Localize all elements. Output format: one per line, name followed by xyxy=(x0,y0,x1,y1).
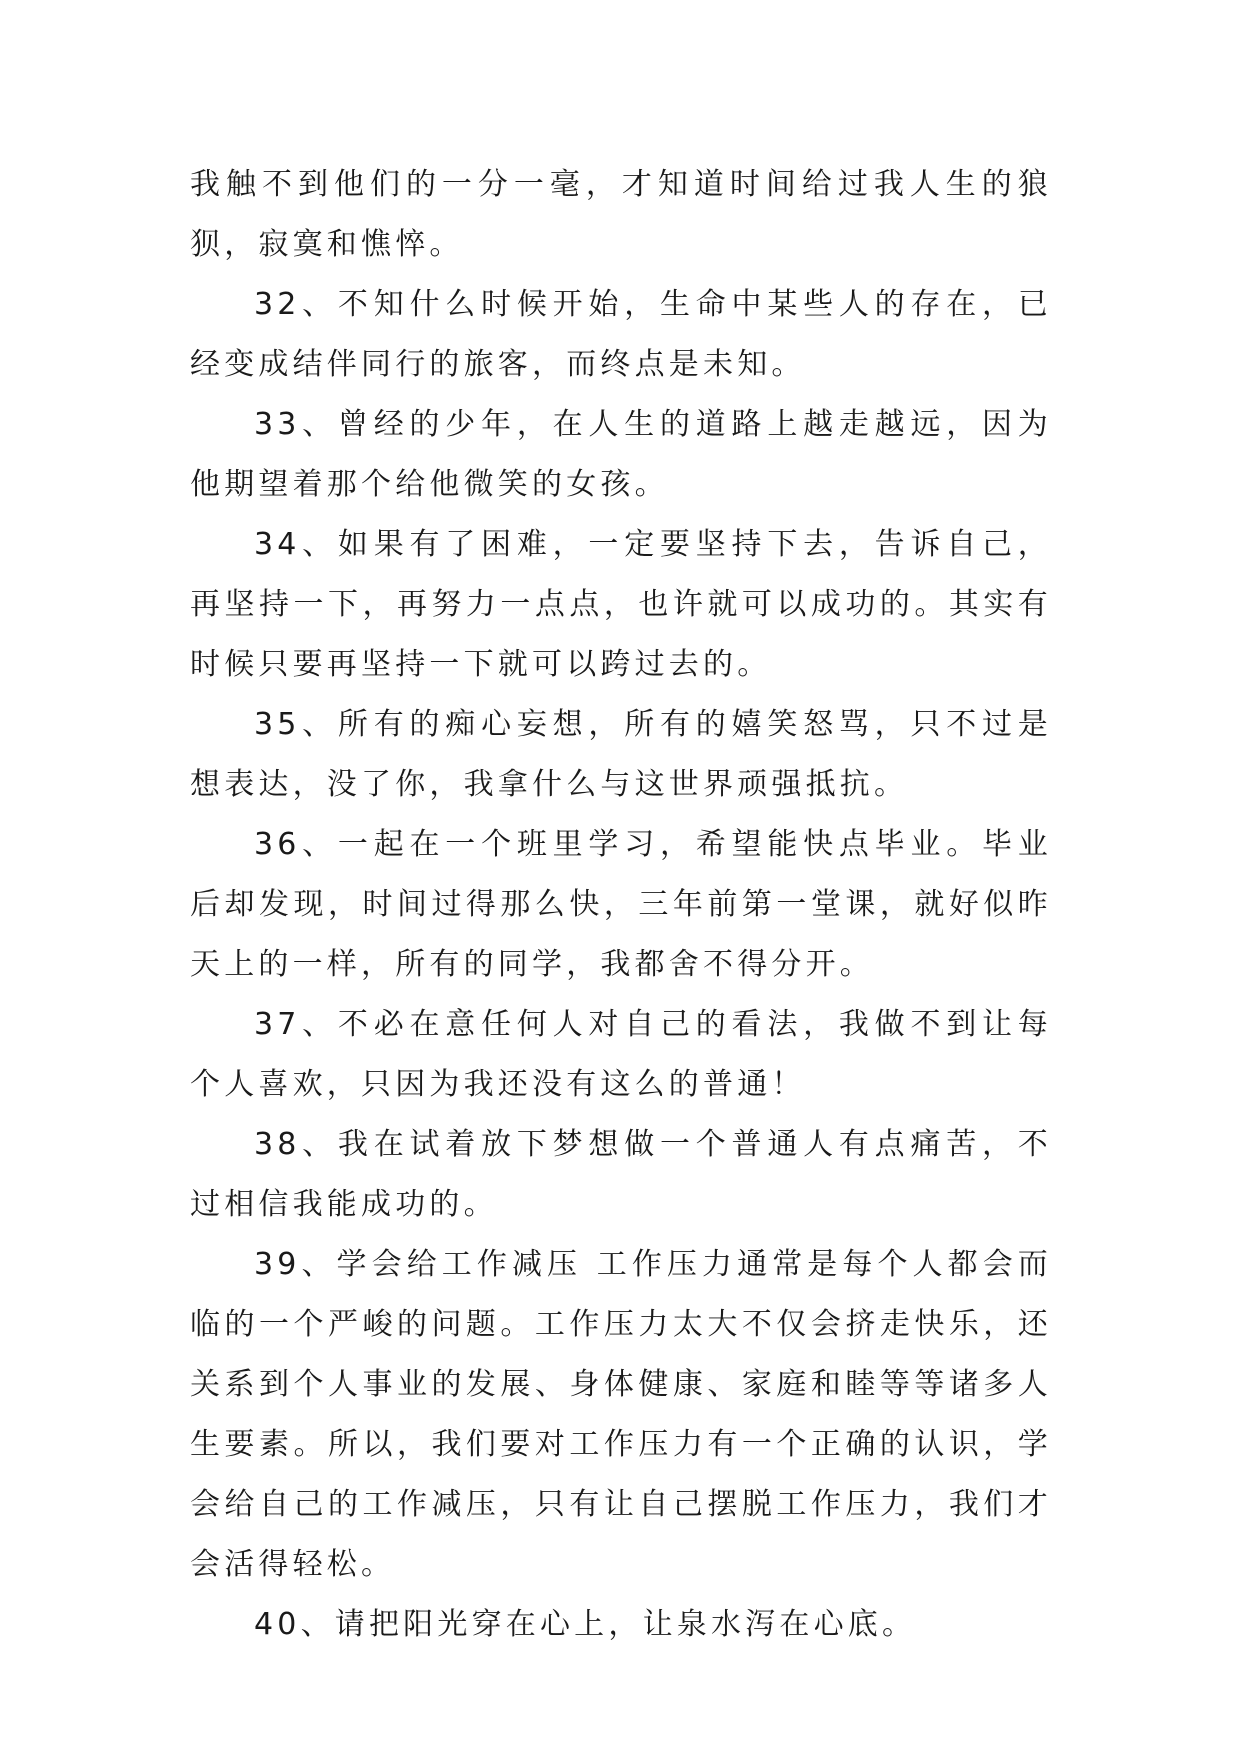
paragraph-item-35: 35、所有的痴心妄想，所有的嬉笑怒骂，只不过是想表达，没了你，我拿什么与这世界顽强抵抗。 xyxy=(190,707,1052,802)
paragraph-item-34: 34、如果有了困难，一定要坚持下去，告诉自己，再坚持一下，再努力一点点，也许就可以成功的。其实有时候只要再坚持一下就可以跨过去的。 xyxy=(190,527,1052,682)
paragraph-item-32: 32、不知什么时候开始，生命中某些人的存在，已经变成结伴同行的旅客，而终点是未知。 xyxy=(190,287,1052,382)
paragraph-item-38: 38、我在试着放下梦想做一个普通人有点痛苦，不过相信我能成功的。 xyxy=(190,1127,1052,1222)
paragraph-item-37: 37、不必在意任何人对自己的看法，我做不到让每个人喜欢，只因为我还没有这么的普通！ xyxy=(190,1007,1052,1102)
paragraph-item-39: 39、学会给工作减压 工作压力通常是每个人都会而临的一个严峻的问题。工作压力太大不仅会挤走快乐，还关系到个人事业的发展、身体健康、家庭和睦等等诸多人生要素。所以，我们要对工作压力有一个正确的认识，学会给自己的工作减压，只有让自己摆脱工作压力，我们才会活得轻松。 xyxy=(190,1247,1052,1582)
paragraph-item-40: 40、请把阳光穿在心上，让泉水泻在心底。 xyxy=(254,1607,917,1642)
paragraph-item-33: 33、曾经的少年，在人生的道路上越走越远，因为他期望着那个给他微笑的女孩。 xyxy=(190,407,1052,502)
paragraph-item-36: 36、一起在一个班里学习，希望能快点毕业。毕业后却发现，时间过得那么快，三年前第一堂课，就好似昨天上的一样，所有的同学，我都舍不得分开。 xyxy=(190,827,1052,982)
paragraph-continuation: 我触不到他们的一分一毫，才知道时间给过我人生的狼狈，寂寞和憔悴。 xyxy=(190,167,1052,262)
document-body xyxy=(190,155,1052,1655)
